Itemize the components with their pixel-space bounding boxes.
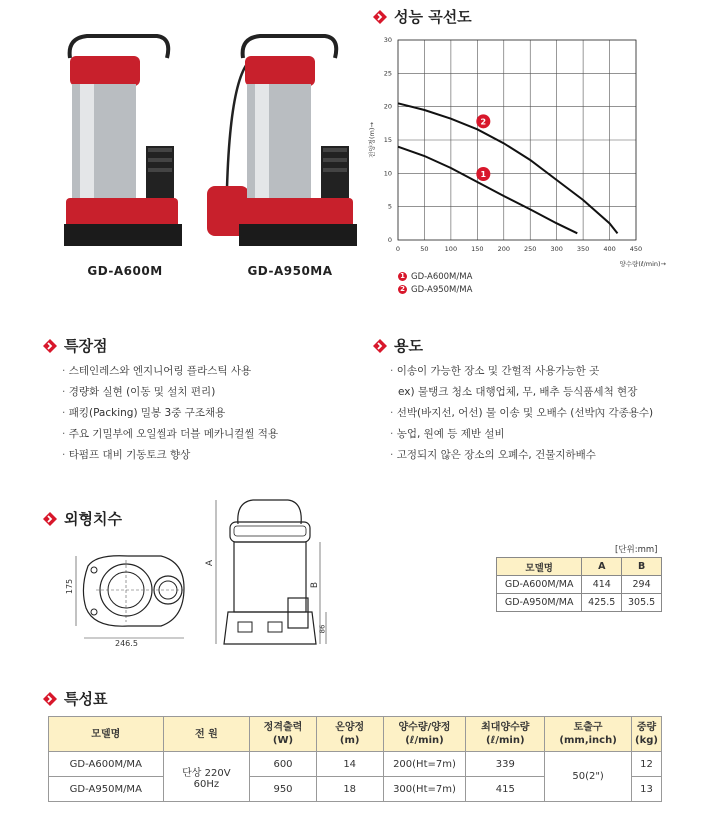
- table-cell: 414: [582, 576, 622, 594]
- performance-chart: [360, 30, 680, 270]
- header-unit: (mm,inch): [559, 735, 617, 746]
- legend-item-2: [398, 283, 472, 296]
- table-cell: 305.5: [622, 594, 662, 612]
- product-label-a950ma: GD-A950MA: [247, 264, 333, 278]
- table-row: [497, 576, 662, 594]
- usage-list: [390, 361, 653, 466]
- table-cell: 300(Ht=7m): [383, 777, 466, 802]
- usage-title: 용도: [394, 337, 423, 355]
- performance-title: 성능 곡선도: [394, 8, 472, 26]
- power-line: 60Hz: [193, 778, 220, 790]
- y-tick-label: 10: [383, 169, 392, 178]
- list-item: · 타펌프 대비 기동토크 향상: [62, 445, 278, 466]
- dimensions-heading: [42, 508, 122, 529]
- header-label: 양수량/양정: [398, 722, 451, 733]
- dimensions-title: 외형치수: [64, 510, 122, 528]
- list-item: · 주요 기밀부에 오일씰과 더블 메카니컬씰 적용: [62, 424, 278, 445]
- spec-heading: [42, 688, 107, 709]
- legend-label-1: GD-A600M/MA: [411, 271, 473, 282]
- y-tick-label: 20: [383, 102, 392, 111]
- table-header-cell: [250, 717, 317, 752]
- features-list: [62, 361, 278, 466]
- table-cell: GD-A600M/MA: [497, 576, 582, 594]
- legend-label-2: GD-A950M/MA: [411, 284, 473, 295]
- table-row: [497, 594, 662, 612]
- side-view-drawing: [208, 494, 333, 654]
- y-tick-label: 25: [383, 69, 392, 78]
- series-marker-label-2: 2: [480, 117, 487, 127]
- usage-heading: [372, 335, 423, 356]
- product-label-a600m: GD-A600M: [87, 264, 163, 278]
- list-item: · 경량화 실현 (이동 및 설치 편리): [62, 382, 278, 403]
- features-heading: [42, 335, 107, 356]
- x-tick-label: 0: [395, 245, 401, 253]
- header-label: 정격출력: [263, 722, 303, 733]
- header-unit: (m): [339, 735, 360, 746]
- features-title: 특장점: [64, 337, 108, 355]
- list-item: ex) 물탱크 청소 대행업체, 무, 배추 등식품세척 현장: [398, 386, 638, 398]
- pump-image-a950ma: [205, 28, 360, 253]
- table-header-cell: 모델명: [497, 558, 582, 576]
- table-cell: 13: [632, 777, 662, 802]
- dim-label-base: 86: [318, 624, 327, 634]
- section-arrow-icon: [42, 338, 58, 354]
- y-tick-label: 5: [387, 202, 392, 211]
- chart-legend: [398, 270, 472, 296]
- header-label: 전 원: [194, 728, 218, 740]
- series-line-2: [398, 103, 617, 233]
- y-axis-label: 전양정(m)→: [368, 122, 376, 158]
- header-label: 토출구: [573, 722, 603, 733]
- table-cell: 425.5: [582, 594, 622, 612]
- table-header-cell: B: [622, 558, 662, 576]
- list-item: · 스테인레스와 엔지니어링 플라스틱 사용: [62, 361, 278, 382]
- table-cell: 18: [316, 777, 383, 802]
- x-tick-label: 250: [524, 245, 537, 253]
- pump-image-a600m: [62, 28, 187, 253]
- section-arrow-icon: [372, 338, 388, 354]
- dimensions-unit: [단위:mm]: [615, 545, 658, 555]
- table-header-cell: [383, 717, 466, 752]
- header-label: 모델명: [91, 728, 121, 740]
- y-tick-label: 30: [383, 36, 392, 44]
- header-unit: (W): [272, 735, 294, 746]
- top-view-drawing: [66, 548, 206, 648]
- header-label: 온양정: [335, 722, 365, 733]
- section-arrow-icon: [42, 691, 58, 707]
- header-unit: (ℓ/min): [405, 735, 444, 746]
- section-arrow-icon: [372, 9, 388, 25]
- dim-label-a: A: [205, 559, 216, 567]
- table-cell: 200(Ht=7m): [383, 752, 466, 777]
- x-tick-label: 100: [444, 245, 458, 253]
- x-tick-label: 150: [471, 245, 484, 253]
- table-cell: 12: [632, 752, 662, 777]
- x-tick-label: 200: [497, 245, 510, 253]
- table-header-cell: [466, 717, 545, 752]
- header-label: 최대양수량: [481, 722, 530, 733]
- list-item: · 농업, 원예 등 제반 설비: [390, 424, 653, 445]
- y-tick-label: 0: [387, 236, 392, 244]
- header-unit: (ℓ/min): [486, 735, 525, 746]
- table-header-cell: [316, 717, 383, 752]
- series-marker-label-1: 1: [480, 170, 487, 179]
- performance-heading: [372, 6, 472, 27]
- x-tick-label: 400: [603, 245, 616, 253]
- dimensions-table: [496, 557, 662, 612]
- x-tick-label: 50: [420, 245, 429, 253]
- legend-marker-1: 1: [398, 272, 407, 281]
- table-header-cell: [545, 717, 632, 752]
- list-item: · 이송이 가능한 장소 및 간헐적 사용가능한 곳: [390, 361, 653, 382]
- table-cell: GD-A950M/MA: [497, 594, 582, 612]
- table-row: [49, 752, 662, 777]
- table-header-cell: [49, 717, 164, 752]
- x-axis-label: 양수량(ℓ/min)→: [619, 260, 666, 268]
- table-header-row: [49, 717, 662, 752]
- x-tick-label: 350: [576, 245, 590, 253]
- list-item: · 고정되지 않은 장소의 오폐수, 건물지하배수: [390, 445, 653, 466]
- table-cell: 14: [316, 752, 383, 777]
- table-header-cell: [163, 717, 250, 752]
- header-label: 중량: [636, 722, 657, 733]
- power-line: 단상 220V: [182, 767, 231, 779]
- dim-label-h: 175: [65, 578, 75, 595]
- table-header-cell: A: [582, 558, 622, 576]
- x-tick-label: 450: [629, 245, 643, 253]
- table-header-cell: [632, 717, 662, 752]
- table-cell: GD-A950M/MA: [49, 777, 164, 802]
- spec-title: 특성표: [64, 690, 108, 708]
- performance-chart-svg: [360, 30, 680, 270]
- table-cell: 50(2"): [545, 752, 632, 802]
- x-tick-label: 300: [550, 245, 563, 253]
- legend-marker-2: 2: [398, 285, 407, 294]
- dim-label-w: 246.5: [115, 639, 138, 648]
- table-cell: 294: [622, 576, 662, 594]
- y-tick-label: 15: [383, 136, 392, 144]
- header-unit: (kg): [635, 735, 658, 746]
- table-cell: [163, 752, 250, 802]
- list-item: · 패킹(Packing) 밀봉 3중 구조채용: [62, 403, 278, 424]
- table-cell: 415: [466, 777, 545, 802]
- dim-label-b: B: [310, 581, 321, 589]
- table-header-row: [497, 558, 662, 576]
- table-cell: 950: [250, 777, 317, 802]
- table-cell: 339: [466, 752, 545, 777]
- legend-item-1: [398, 270, 472, 283]
- spec-table: [48, 716, 662, 802]
- list-item: · 선박(바지선, 어선) 물 이송 및 오배수 (선박內 각종용수): [390, 403, 653, 424]
- table-cell: GD-A600M/MA: [49, 752, 164, 777]
- table-cell: 600: [250, 752, 317, 777]
- section-arrow-icon: [42, 511, 58, 527]
- series-line-1: [398, 147, 577, 234]
